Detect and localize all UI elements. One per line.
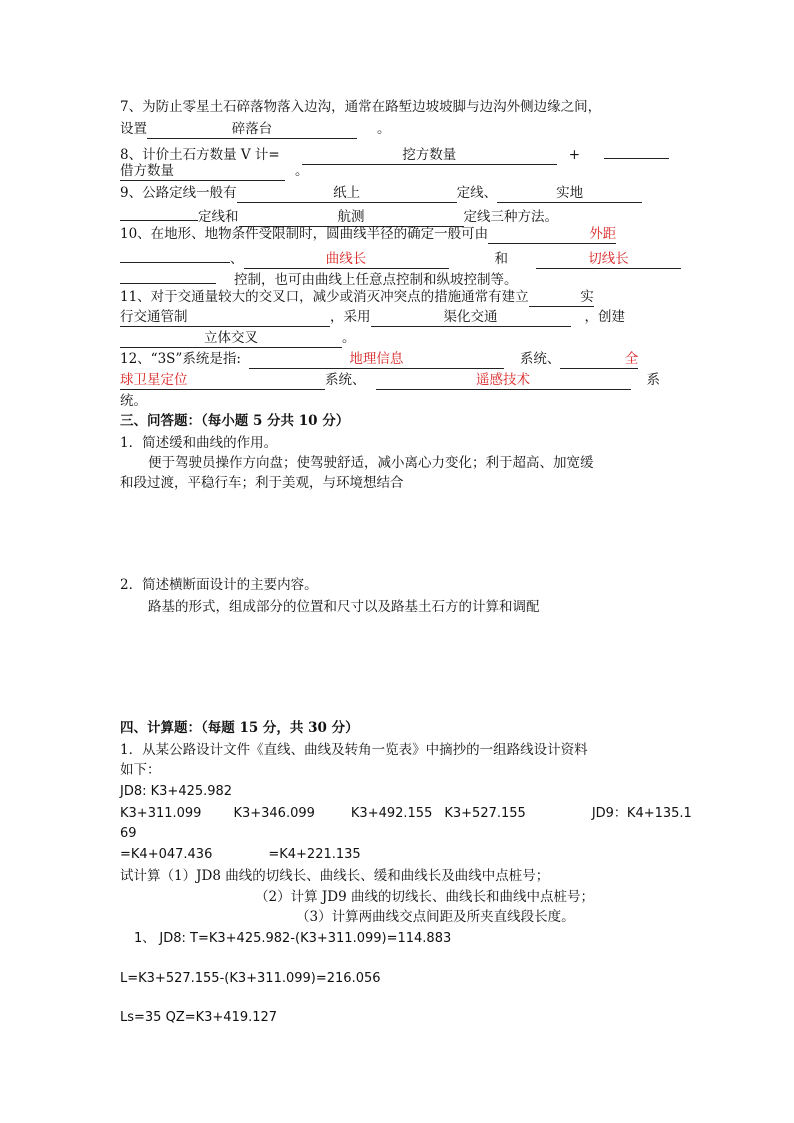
sec4-jd8: JD8: K3+425.982 xyxy=(120,784,233,799)
station-3: K3+492.155 xyxy=(350,806,433,821)
q10-prefix: 10、在地形、地物条件受限制时，圆曲线半径的确定一般可由 xyxy=(120,226,489,242)
q8-blank xyxy=(604,141,669,159)
q12-sys-a: 系 xyxy=(646,372,660,388)
section3-heading: 三、问答题：（每小题 5 分共 10 分） xyxy=(120,413,350,429)
sec3-q1: 1．简述缓和曲线的作用。 xyxy=(120,435,278,451)
q11-suffix: 。 xyxy=(342,330,356,346)
q12-line1 xyxy=(120,349,638,369)
q11-line3 xyxy=(120,328,356,348)
q11-answer3: 立体交叉 xyxy=(120,330,342,348)
q9-mid1: 定线、 xyxy=(456,185,498,201)
sec4-row1-tail: 69 xyxy=(120,826,137,841)
sec4-calc2: L=K3+527.155-(K3+311.099)=216.056 xyxy=(120,971,381,986)
q10-suffix: 控制，也可由曲线上任意点控制和纵坡控制等。 xyxy=(234,272,518,288)
q7-prefix: 设置 xyxy=(120,121,147,137)
q9-suffix: 定线三种方法。 xyxy=(463,209,558,225)
q11-line2 xyxy=(120,307,625,327)
q8-line2 xyxy=(120,161,309,181)
q9-answer3: 航测 xyxy=(239,209,464,227)
sec4-calc1: 1、 JD8: T=K3+425.982-(K3+311.099)=114.883 xyxy=(134,931,452,946)
station-1: K3+311.099 xyxy=(120,806,202,821)
q12-prefix: 12、“3S”系统是指: xyxy=(120,351,241,367)
q9-mid2: 定线和 xyxy=(198,209,239,225)
q7-line1 xyxy=(120,97,601,117)
q12-sys-b: 统。 xyxy=(120,393,147,409)
q7-text: 7、为防止零星土石碎落物落入边沟，通常在路堑边坡坡脚与边沟外侧边缘之间， xyxy=(120,99,602,115)
q9-line1 xyxy=(120,183,642,203)
q11-answer2: 渠化交通 xyxy=(371,309,571,327)
q8-plus: + xyxy=(568,147,581,163)
sec4-row2 xyxy=(120,845,361,865)
q12-answer2a: 全 xyxy=(560,351,638,369)
sec4-q1-line1: 1．从某公路设计文件《直线、曲线及转角一览表》中摘抄的一组路线设计资料 xyxy=(120,742,588,758)
sec4-task1: 试计算（1）JD8 曲线的切线长、曲线长、缓和曲线长及曲线中点桩号； xyxy=(120,868,550,884)
q11-mid2: ，创建 xyxy=(584,309,625,325)
q10-sep2: 和 xyxy=(494,251,508,267)
section4-heading: 四、计算题：（每题 15 分，共 30 分） xyxy=(120,720,359,736)
station-5: =K4+047.436 xyxy=(120,847,213,862)
q12-line3 xyxy=(120,391,147,411)
sec4-calc3: Ls=35 QZ=K3+419.127 xyxy=(120,1010,278,1025)
q12-answer1: 地理信息 xyxy=(249,351,504,369)
q11-answer1a: 实 xyxy=(529,289,594,307)
station-jd9: JD9：K4+135.1 xyxy=(591,806,692,821)
q11-prefix: 11、对于交通量较大的交叉口，减少或消灭冲突点的措施通常有建立 xyxy=(120,289,529,305)
sec3-q2: 2．简述横断面设计的主要内容。 xyxy=(120,577,318,593)
station-2: K3+346.099 xyxy=(233,806,315,821)
q12-mid1: 系统、 xyxy=(519,351,561,367)
q9-blank xyxy=(120,203,198,221)
q8-answer2: 借方数量 xyxy=(120,163,285,181)
q12-answer3: 遥感技术 xyxy=(376,372,631,390)
sec3-a2: 路基的形式，组成部分的位置和尺寸以及路基土石方的计算和调配 xyxy=(148,599,540,615)
q7-suffix: 。 xyxy=(377,121,391,137)
q12-answer2b: 球卫星定位 xyxy=(120,372,325,390)
sec4-task2: （2）计算 JD9 曲线的切线长、曲线长和曲线中点桩号； xyxy=(255,889,594,905)
q7-answer: 碎落台 xyxy=(147,121,357,139)
q11-answer1b: 行交通管制 xyxy=(120,309,330,327)
q9-answer1: 纸上 xyxy=(237,185,457,203)
q7-line2 xyxy=(120,119,391,139)
q10-blank xyxy=(120,245,230,263)
station-4: K3+527.155 xyxy=(444,806,526,821)
q11-line1 xyxy=(120,287,594,307)
q10-line1 xyxy=(120,224,616,244)
q10-answer2: 曲线长 xyxy=(244,251,449,269)
sec4-q1-line2: 如下： xyxy=(120,762,161,778)
sec3-a1-line1: 便于驾驶员操作方向盘；使驾驶舒适，减小离心力变化；利于超高、加宽缓 xyxy=(148,455,594,471)
sec4-task3: （3）计算两曲线交点间距及所夹直线段长度。 xyxy=(296,909,575,925)
q8-prefix: 8、计价土石方数量 V 计= xyxy=(120,147,280,163)
station-6: =K4+221.135 xyxy=(268,847,361,862)
q8-answer1: 挖方数量 xyxy=(302,147,557,165)
q12-mid2: 系统、 xyxy=(325,372,366,388)
q11-mid1: ，采用 xyxy=(330,309,371,325)
sec4-row1 xyxy=(120,804,692,824)
q10-sep1: 、 xyxy=(230,251,244,267)
q10-answer1: 外距 xyxy=(488,226,616,244)
q9-answer2: 实地 xyxy=(497,185,642,203)
q12-line2 xyxy=(120,370,660,390)
q9-prefix: 9、公路定线一般有 xyxy=(120,185,237,201)
q10-answer3: 切线长 xyxy=(536,251,681,269)
sec3-a1-line2: 和段过渡，平稳行车；利于美观，与环境想结合 xyxy=(120,475,404,491)
q10-blank2 xyxy=(120,266,216,284)
q8-suffix: 。 xyxy=(295,163,309,179)
